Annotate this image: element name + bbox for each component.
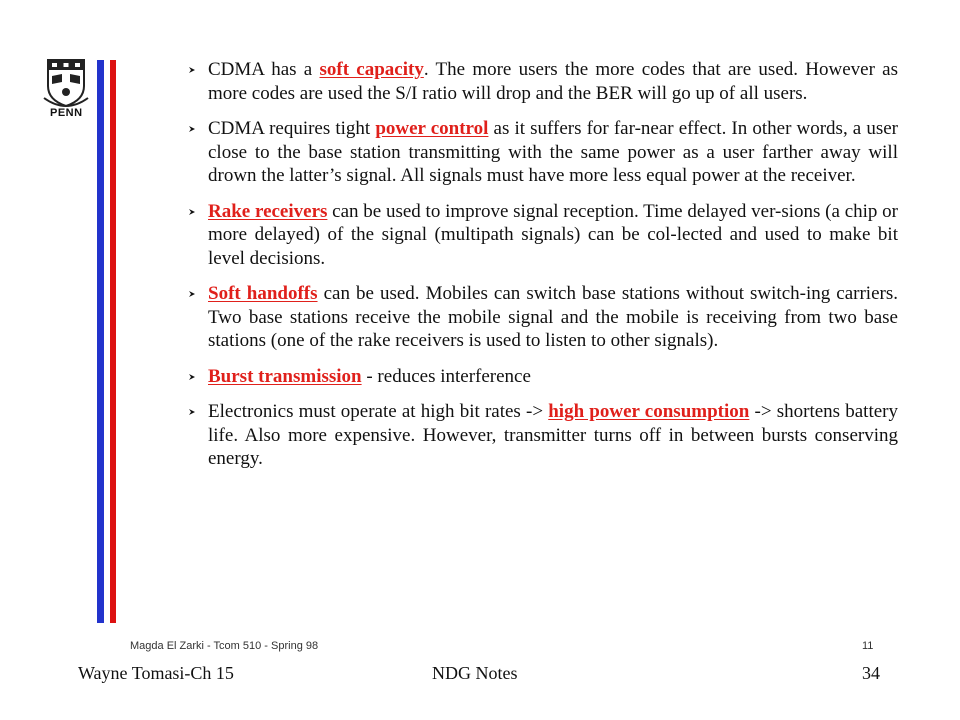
penn-logo-label: PENN xyxy=(50,107,83,119)
bullet-icon xyxy=(188,125,196,133)
bullet-item-burst-transmission xyxy=(186,365,898,389)
bullet-highlight: Soft handoffs xyxy=(208,283,318,304)
bullet-icon xyxy=(188,208,196,216)
bullet-text: CDMA has a xyxy=(208,59,320,80)
bullet-text: - reduces interference xyxy=(361,365,531,387)
bullet-text: . The more users the more codes that are used. However as more codes are used the S/I ratio will drop and the BER will go up of all users. xyxy=(208,59,898,104)
inner-slide-author: Magda El Zarki - Tcom 510 - Spring 98 xyxy=(130,640,319,652)
bullet-highlight: high power consumption xyxy=(548,401,750,422)
footer-page-number: 34 xyxy=(862,663,880,683)
slide-content xyxy=(186,58,898,483)
blue-vertical-bar xyxy=(97,60,104,623)
footer-title: NDG Notes xyxy=(432,663,518,683)
bullet-item-soft-handoffs xyxy=(186,282,898,353)
bullet-highlight: power control xyxy=(375,118,489,139)
bullet-item-power-control xyxy=(186,117,898,188)
footer-author: Wayne Tomasi-Ch 15 xyxy=(78,663,234,683)
bullet-text: -> shortens battery life. Also more expensive. However, transmitter turns off in between bursts conserving energy. xyxy=(208,401,899,469)
bullet-text: CDMA requires tight xyxy=(208,118,376,139)
red-vertical-bar xyxy=(110,60,116,623)
bullet-text: can be used. Mobiles can switch base stations without switch-ing carriers. Two base stations receive the mobile signal and the mobile is receiving from two base stations (one of the rake receivers is used to listen to other signals). xyxy=(208,283,898,351)
white-vertical-bar xyxy=(104,60,109,623)
bullet-item-rake-receivers xyxy=(186,200,898,271)
bullet-item-electronics xyxy=(186,400,898,471)
bullet-highlight: soft capacity xyxy=(319,59,424,80)
bullet-highlight: Rake receivers xyxy=(208,200,328,222)
bullet-text: as it suffers for far-near effect. In other words, a user close to the base station transmitting with the same power as a user farther away will drown the latter’s signal. All signals must have more less equal power at the receiver. xyxy=(208,118,898,186)
bullet-item-soft-capacity xyxy=(186,58,898,105)
bullet-icon xyxy=(188,66,196,74)
bullet-icon xyxy=(188,290,196,298)
bullet-highlight: Burst transmission xyxy=(208,365,362,387)
bullet-icon xyxy=(188,408,196,416)
bullet-icon xyxy=(188,373,196,381)
bullet-text: Electronics must operate at high bit rates -> xyxy=(208,401,549,422)
bullet-text: can be used to improve signal reception. Time delayed ver-sions (a chip or more delayed) of the signal (multipath signals) can be col-lected and used to make bit level decisions. xyxy=(208,200,898,269)
inner-slide-page-number: 11 xyxy=(862,640,874,652)
